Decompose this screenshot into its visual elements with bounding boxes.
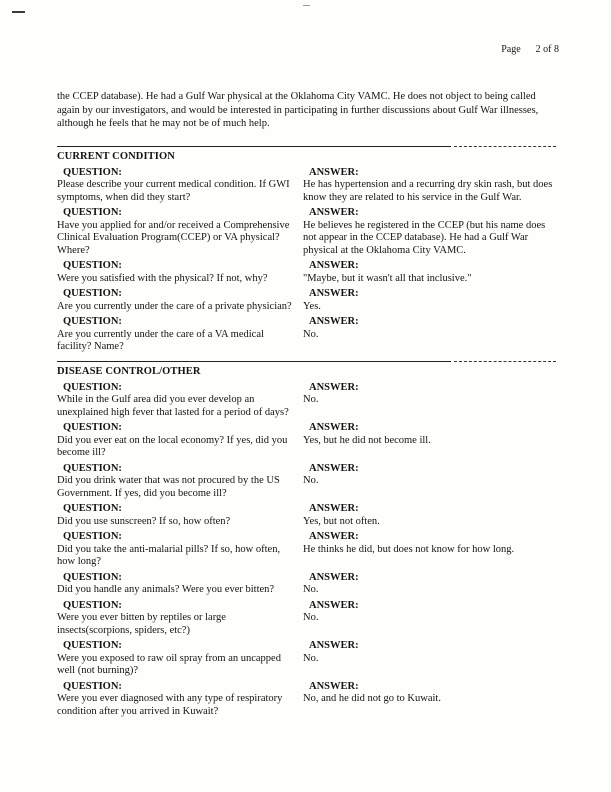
question-label: QUESTION: [63,680,122,692]
question-label: QUESTION: [63,599,122,611]
answer-text: Yes, but not often. [303,515,380,527]
answer-label: ANSWER: [309,316,359,327]
question-label: QUESTION: [63,571,122,583]
answer-label: ANSWER: [309,599,359,611]
question-column [57,681,295,719]
question-text: Did you take the anti-malarial pills? If so, how often, how long? [57,543,281,567]
divider-line-dashed [454,146,556,147]
intro-paragraph: the CCEP database). He had a Gulf War physical at the Oklahoma City VAMC. He does not object to being called again by our investigators, and would be interested in participating in further discussions about Gulf War illnesses, although he feels that he may not be of much help. [57,91,539,129]
question-column [57,503,295,528]
question-column [57,382,295,420]
qa-row [57,572,556,597]
answer-label: ANSWER: [309,503,359,514]
page-value: 2 of 8 [535,44,559,55]
question-label: QUESTION: [63,531,122,542]
question-column [57,600,295,638]
answer-text: No. [303,475,319,486]
answer-label: ANSWER: [309,531,359,542]
answer-column [303,316,556,354]
section-title: DISEASE CONTROL/OTHER [57,365,201,377]
qa-row [57,207,556,257]
answer-column [303,260,556,285]
answer-label: ANSWER: [309,571,359,583]
answer-label: ANSWER: [309,422,359,433]
qa-row [57,503,556,528]
answer-text: He has hypertension and a recurring dry skin rash, but does know they are related to his service in the Gulf War. [303,179,553,203]
question-column [57,288,295,313]
question-text: Did you handle any animals? Were you ever bitten? [57,584,275,595]
answer-text: No. [303,394,319,405]
question-text: Did you drink water that was not procured by the US Government. If yes, did you become ill? [57,475,280,499]
answer-column [303,681,556,719]
answer-text: "Maybe, but it wasn't all that inclusive." [303,272,472,284]
sections-container [57,145,556,719]
answer-column [303,531,556,569]
question-column [57,463,295,501]
question-label: QUESTION: [63,207,122,218]
answer-text: No. [303,328,319,340]
question-column [57,167,295,205]
question-text: Were you ever bitten by reptiles or large insects(scorpions, spiders, etc?) [57,612,226,636]
answer-text: No, and he did not go to Kuwait. [303,693,441,704]
answer-text: No. [303,652,319,664]
divider-line [57,361,451,362]
scan-artifact [303,5,310,6]
qa-row [57,316,556,354]
answer-text: He believes he registered in the CCEP (but his name does not appear in the CCEP database). He had a Gulf War physical at the Oklahoma City VAMC. [303,219,546,256]
question-column [57,316,295,354]
page-label: Page [501,44,521,55]
question-column [57,531,295,569]
question-text: Did you use sunscreen? If so, how often? [57,515,231,527]
question-label: QUESTION: [63,462,122,474]
question-label: QUESTION: [63,640,122,651]
answer-label: ANSWER: [309,166,359,178]
answer-label: ANSWER: [309,260,359,271]
question-label: QUESTION: [63,316,122,327]
answer-column [303,382,556,420]
question-column [57,640,295,678]
document-content [57,90,556,721]
qa-row [57,600,556,638]
qa-row [57,288,556,313]
divider-line-dashed [454,361,556,362]
question-text: Please describe your current medical condition. If GWI symptoms, when did they start? [57,179,290,203]
answer-column [303,503,556,528]
answer-label: ANSWER: [309,680,359,692]
answer-column [303,572,556,597]
qa-row [57,422,556,460]
section-divider [57,145,556,148]
answer-label: ANSWER: [309,381,359,393]
question-text: Did you ever eat on the local economy? If yes, did you become ill? [57,434,288,458]
question-text: Were you ever diagnosed with any type of respiratory condition after you arrived in Kuwait? [57,693,283,717]
question-label: QUESTION: [63,166,122,178]
answer-column [303,600,556,638]
qa-row [57,681,556,719]
answer-label: ANSWER: [309,207,359,218]
answer-text: He thinks he did, but does not know for how long. [303,543,515,555]
answer-text: Yes. [303,300,321,312]
answer-text: No. [303,584,319,595]
answer-label: ANSWER: [309,288,359,299]
answer-column [303,207,556,257]
answer-text: Yes, but he did not become ill. [303,434,431,446]
section-divider [57,360,556,363]
question-label: QUESTION: [63,381,122,393]
divider-line [57,146,451,147]
answer-text: No. [303,612,319,623]
answer-column [303,640,556,678]
qa-row [57,260,556,285]
question-label: QUESTION: [63,288,122,299]
qa-row [57,640,556,678]
question-label: QUESTION: [63,422,122,433]
question-text: Are you currently under the care of a private physician? [57,300,292,312]
question-text: While in the Gulf area did you ever develop an unexplained high fever that lasted for a period of days? [57,394,289,418]
question-column [57,207,295,257]
question-text: Have you applied for and/or received a Comprehensive Clinical Evaluation Program(CCEP) or VA physical? Where? [57,219,290,256]
answer-column [303,167,556,205]
question-column [57,260,295,285]
question-label: QUESTION: [63,503,122,514]
answer-column [303,288,556,313]
question-label: QUESTION: [63,260,122,271]
page-number-header [501,44,559,56]
question-text: Were you exposed to raw oil spray from an uncapped well (not burning)? [57,652,281,676]
question-text: Were you satisfied with the physical? If not, why? [57,272,268,284]
section-title: CURRENT CONDITION [57,150,175,162]
qa-row [57,167,556,205]
qa-row [57,463,556,501]
qa-row [57,531,556,569]
answer-column [303,422,556,460]
question-column [57,572,295,597]
qa-row [57,382,556,420]
answer-label: ANSWER: [309,462,359,474]
answer-column [303,463,556,501]
answer-label: ANSWER: [309,640,359,651]
question-column [57,422,295,460]
question-text: Are you currently under the care of a VA medical facility? Name? [57,328,264,352]
scan-artifact [12,11,25,13]
